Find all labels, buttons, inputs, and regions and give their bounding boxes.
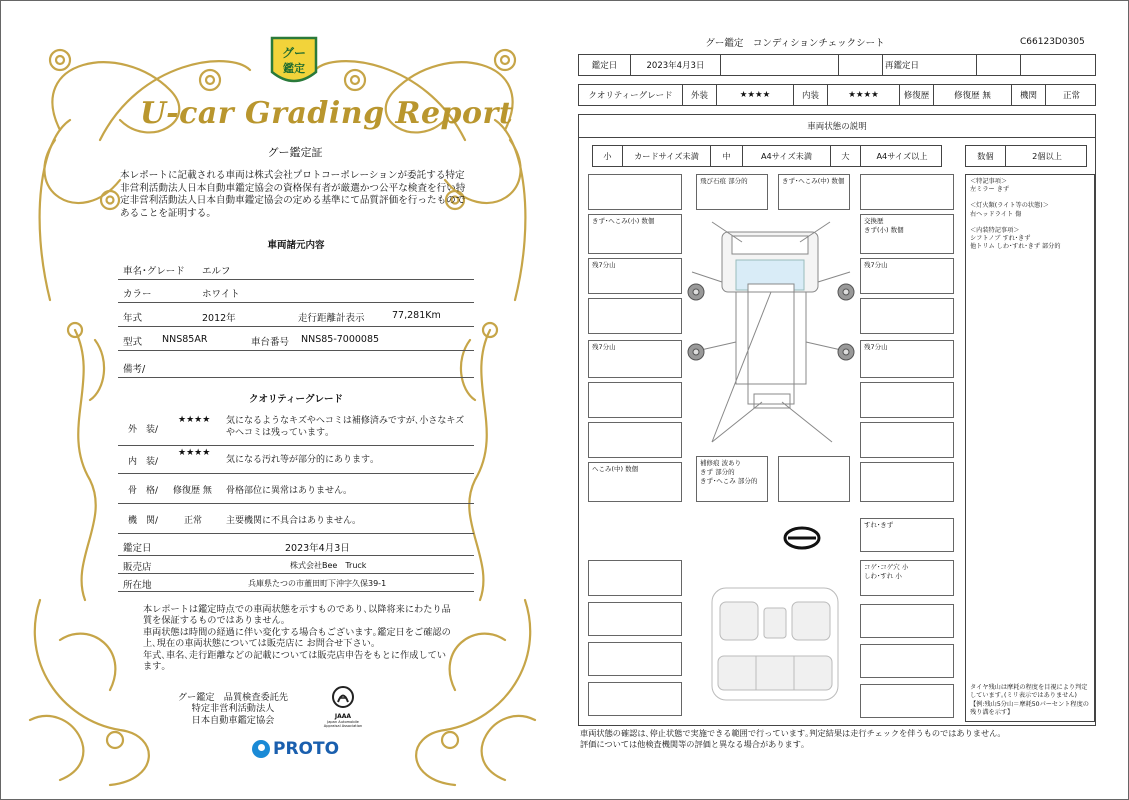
notes-column	[965, 174, 1095, 722]
interior-label: 内 装/	[128, 457, 159, 467]
reappraisal-label-cell: 再鑑定日	[883, 55, 977, 75]
interior-notes-line1: シフトノブ すれ･きず	[970, 235, 1031, 243]
certificate-notice: 本レポートは鑑定時点での車両状態を示すものであり､以降将来にわたり品質を保証するものではありません｡ 車両状態は時間の経過に伴い変化する場合もございます｡鑑定日をご確認の上､現在の車両状態については販売店に お問合せ下さい｡ 年式､車名､走行距離などの記載については販売店申告をもとに作成しています｡	[143, 604, 451, 673]
chassis-label: 車台番号	[251, 337, 290, 348]
sheet-title: グー鑑定 コンディションチェックシート	[705, 38, 885, 49]
panel-rear-body	[696, 456, 768, 502]
frame-label: 骨 格/	[128, 486, 159, 496]
tire-left-rear-text: 残7分山	[592, 343, 616, 351]
rear-body-line2: きず 部分的	[700, 468, 735, 476]
cabin-interior-diagram	[702, 582, 848, 702]
dealer-value: 株式会社Bee Truck	[290, 561, 367, 570]
footer-line1: 車両状態の確認は､停止状態で実施できる範囲で行っています｡判定結果は走行チェックを伴うものではありません｡	[580, 728, 1002, 738]
mileage-label: 走行距離計表示	[298, 313, 365, 324]
sheet-interior-label: 内装	[794, 85, 828, 105]
right-front-line1: 交換歴	[864, 217, 884, 225]
panel-interior-left-1	[588, 560, 682, 596]
mileage-value: 77,281Km	[392, 310, 441, 321]
sheet-footer	[580, 728, 1100, 749]
panel-interior-left-4	[588, 682, 682, 716]
certificate-intro: 本レポートに記載される車両は株式会社プロトコーポレーションが委託する特定非営利活動法人日本自動車鑑定協会の資格保有者が厳選かつ公平な検査を行い特定非営利活動法人日本自動車鑑定協会の定める基準にて品質評価を行ったものであることを証明する。	[120, 170, 466, 219]
report-title: U-car Grading Report	[140, 96, 514, 131]
sheet-engine-label: 機関	[1012, 85, 1046, 105]
quality-row-interior	[118, 446, 474, 474]
spec-row-year	[118, 305, 474, 327]
panel-right-middle	[860, 298, 954, 334]
spec-heading: 車両諸元内容	[267, 240, 325, 251]
sheet-interior-value: ★★★★	[828, 85, 900, 105]
panel-left-tire-rear	[588, 340, 682, 378]
spec-row-model	[118, 258, 474, 280]
size-medium: 中	[711, 146, 743, 166]
panel-left-middle	[588, 298, 682, 334]
size-large: 大	[831, 146, 861, 166]
frame-description: 骨格部位に異常はありません｡	[226, 486, 348, 496]
footer-line2: 評価については他検査機関等の評価と異なる場合があります｡	[580, 738, 805, 749]
info-row-address	[118, 574, 474, 592]
color-value: ホワイト	[202, 289, 240, 300]
inspection-signature	[158, 692, 308, 726]
lights-heading: ＜灯火類(ライト等の状態)＞	[970, 202, 1049, 210]
date-blank-cell-2	[839, 55, 883, 75]
sheet-exterior-value: ★★★★	[717, 85, 794, 105]
panel-seat	[860, 560, 954, 596]
tire-example: 【例:残山5分山＝摩耗50パーセント程度の残り溝を示す】	[970, 700, 1089, 716]
panel-right-tire-rear	[860, 340, 954, 378]
count-value: 2個以上	[1032, 150, 1062, 161]
quality-grade-row	[578, 84, 1096, 106]
size-small-desc: カードサイズ未満	[623, 146, 711, 166]
certificate-subtitle: グー鑑定証	[267, 146, 323, 159]
engine-description: 主要機関に不具合はありません｡	[226, 516, 357, 526]
count-legend	[965, 145, 1087, 167]
special-notes-value: 左ミラー きず	[970, 186, 1010, 194]
truck-top-view-diagram	[682, 212, 860, 452]
spec-row-remarks	[118, 356, 474, 378]
exterior-description: 気になるようなキズやヘコミは補修済みですが､小さなキズやヘコミは残っています｡	[226, 416, 465, 438]
appraisal-date-row	[578, 54, 1096, 76]
panel-front-windshield	[696, 174, 768, 210]
model-value: エルフ	[202, 266, 231, 277]
signature-line3: 日本自動車鑑定協会	[191, 714, 275, 726]
panel-right-rear	[860, 462, 954, 502]
type-label: 型式	[123, 337, 143, 348]
interior-notes-heading: ＜内装特記事項＞	[970, 226, 1020, 234]
address-label: 所在地	[123, 580, 152, 591]
signature-line1: グー鑑定 品質検査委託先	[177, 692, 289, 703]
address-value: 兵庫県たつの市董田町下沖字久保39-1	[248, 579, 387, 588]
date-value: 2023年4月3日	[285, 543, 350, 554]
chassis-value: NNS85-7000085	[301, 334, 380, 345]
panel-right-rear-lower	[860, 422, 954, 458]
panel-left-front	[588, 214, 682, 254]
date-blank-cell	[721, 55, 839, 75]
remarks-label: 備考/	[123, 364, 146, 375]
spec-row-type	[118, 329, 474, 351]
panel-left-rear-lower	[588, 422, 682, 458]
rear-body-line3: きず･へこみ 部分的	[700, 477, 758, 485]
jaaa-subtitle: Japan Automobile Appraisal Association	[323, 720, 363, 728]
size-large-desc: A4サイズ以上	[876, 150, 928, 161]
condition-heading: 車両状態の説明	[578, 114, 1096, 138]
reappraisal-blank-cell	[1021, 55, 1097, 75]
right-front-line2: きず(小) 数個	[864, 226, 904, 234]
sheet-engine-value: 正常	[1062, 91, 1080, 101]
info-row-dealer	[118, 556, 474, 574]
dealer-label: 販売店	[123, 562, 152, 573]
sheet-repair-label: 修復歴	[900, 85, 934, 105]
proto-logo	[252, 738, 339, 760]
date-value-cell: 2023年4月3日	[631, 55, 721, 75]
panel-interior-right-2	[860, 644, 954, 678]
exterior-label: 外 装/	[128, 425, 159, 435]
year-value: 2012年	[202, 313, 236, 324]
color-label: カラー	[123, 289, 152, 300]
seat-line1: コゲ･コゲ穴 小	[864, 563, 909, 571]
jaaa-emblem-icon	[332, 686, 354, 708]
interior-stars: ★★★★	[178, 448, 211, 458]
reappraisal-value-cell	[977, 55, 1021, 75]
signature-line2: 特定非営利活動法人	[191, 703, 275, 715]
model-label: 車名･グレード	[123, 266, 185, 277]
info-row-date	[118, 536, 474, 556]
rear-body-line1: 補修痕 波あり	[700, 459, 742, 467]
interior-description: 気になる汚れ等が部分的にあります｡	[226, 455, 375, 465]
quality-row-engine	[118, 504, 474, 534]
count-label: 数個	[966, 146, 1006, 166]
jaaa-label: JAAA	[334, 713, 352, 720]
tire-right-front-text: 残7分山	[864, 261, 888, 269]
panel-right-front	[860, 214, 954, 254]
badge-line2: 鑑定	[283, 62, 305, 75]
tire-left-front-text: 残7分山	[592, 261, 616, 269]
proto-mark-icon	[252, 740, 270, 758]
panel-interior-left-3	[588, 642, 682, 676]
exterior-stars: ★★★★	[178, 415, 211, 425]
sheet-exterior-label: 外装	[683, 85, 717, 105]
goo-kantei-badge	[268, 32, 320, 92]
size-small: 小	[593, 146, 623, 166]
size-legend	[592, 145, 942, 167]
date-label: 鑑定日	[123, 543, 152, 554]
panel-left-rear-text: へこみ(中) 数個	[592, 465, 639, 473]
year-label: 年式	[123, 313, 143, 324]
panel-interior-right-3	[860, 684, 954, 718]
panel-steering	[860, 518, 954, 552]
engine-label: 機 関/	[128, 516, 159, 526]
panel-interior-right-1	[860, 604, 954, 638]
panel-left-tire-front	[588, 258, 682, 294]
steering-wheel-icon	[782, 525, 822, 551]
lights-value: 右ヘッドライト 傷	[970, 210, 1022, 218]
interior-notes-line2: 他トリム しわ･すれ･きず 部分的	[970, 243, 1061, 251]
panel-right-rear-upper	[860, 382, 954, 418]
steering-text: すれ･きず	[864, 521, 894, 529]
panel-front-bumper	[778, 174, 850, 210]
size-medium-desc: A4サイズ未満	[743, 146, 831, 166]
special-notes-heading: ＜特記事項＞	[970, 178, 1008, 185]
seat-line2: しわ･すれ 小	[864, 572, 902, 580]
sheet-repair-value: 修復歴 無	[934, 85, 1012, 105]
panel-left-rear-upper	[588, 382, 682, 418]
proto-wordmark: PROTO	[273, 739, 340, 759]
tire-right-rear-text: 残7分山	[864, 343, 888, 351]
date-label-cell: 鑑定日	[579, 55, 631, 75]
panel-rear-right	[778, 456, 850, 502]
quality-row-frame	[118, 474, 474, 504]
quality-row-exterior	[118, 410, 474, 446]
windshield-text: 飛び石痕 部分的	[700, 177, 748, 185]
tire-note-block	[970, 684, 1090, 717]
panel-left-front-upper	[588, 174, 682, 210]
jaaa-logo	[320, 686, 366, 734]
quality-heading: クオリティーグレード	[248, 394, 344, 405]
quality-label-cell: クオリティーグレード	[579, 85, 683, 105]
badge-line1: グー	[281, 46, 307, 60]
panel-right-front-upper	[860, 174, 954, 210]
type-value: NNS85AR	[162, 334, 208, 345]
frame-value: 修復歴 無	[173, 486, 212, 496]
panel-right-tire-front	[860, 258, 954, 294]
panel-left-front-text: きず･へこみ(小) 数個	[592, 217, 655, 225]
tire-note: タイヤ残山は摩耗の程度を目視により判定しています｡(ミリ表示ではありません)	[970, 684, 1088, 700]
panel-left-rear	[588, 462, 682, 502]
panel-interior-left-2	[588, 602, 682, 636]
front-bumper-text: きず･へこみ(中) 数個	[782, 177, 845, 185]
spec-row-color	[118, 281, 474, 303]
sheet-code: C66123D0305	[1020, 37, 1085, 47]
engine-value: 正常	[184, 516, 203, 526]
